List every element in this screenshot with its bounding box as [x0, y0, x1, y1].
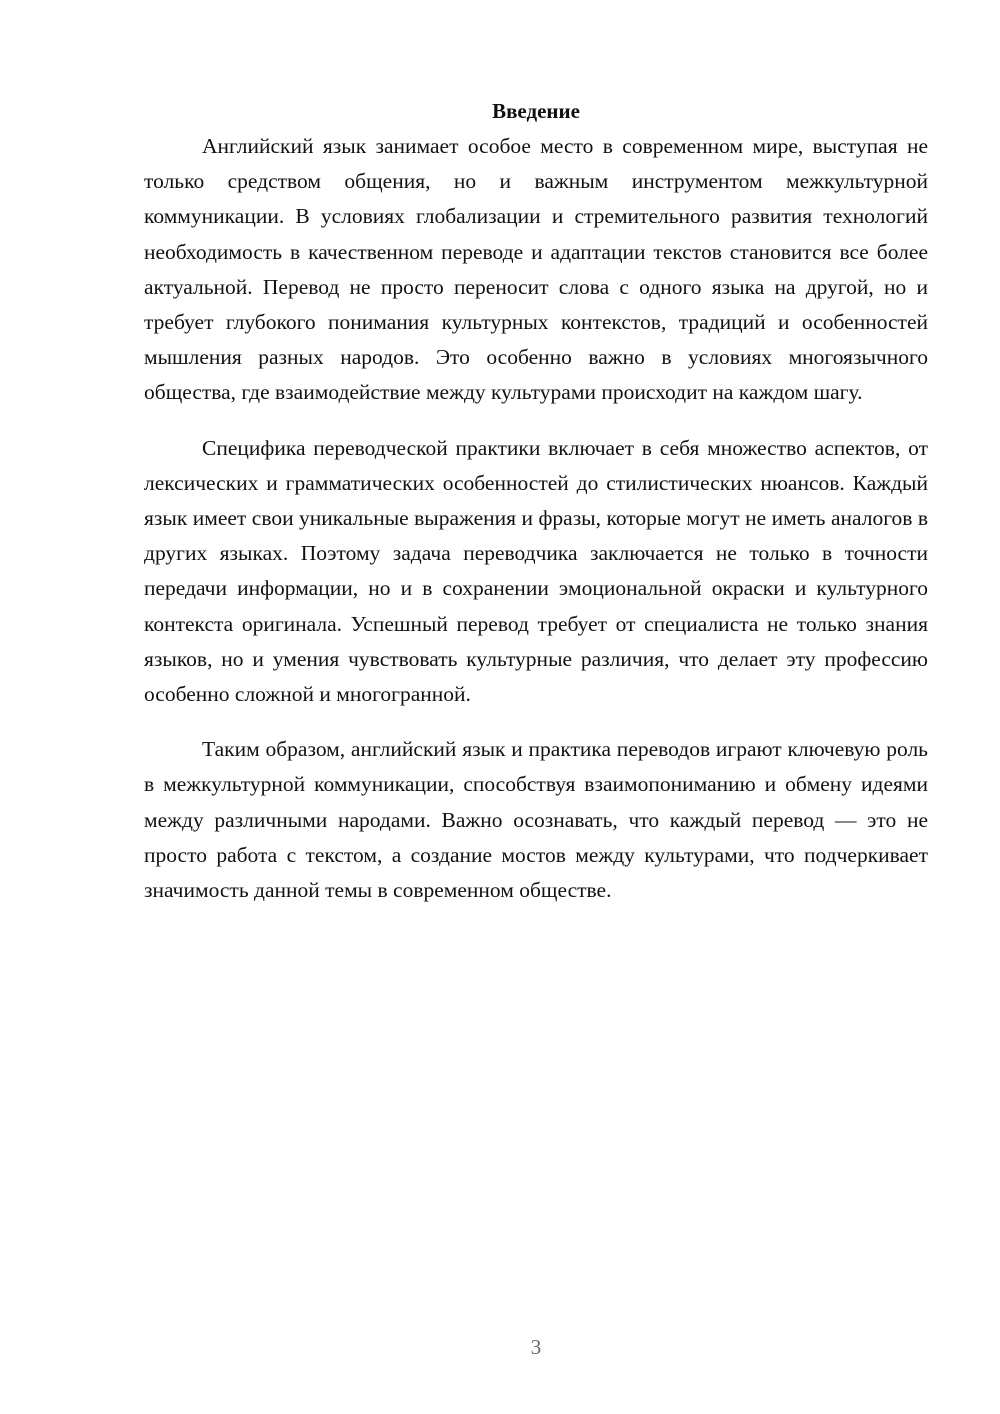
paragraph-3: Таким образом, английский язык и практика переводов играют ключевую роль в межкультурной коммуникации, способствуя взаимопониманию и обмену идеями между различными народами. Важно осознавать, что каждый перевод — это не просто работа с текстом, а создание мостов между культурами, что подчеркивает значимость данной темы в современном обществе. — [144, 737, 928, 903]
paragraph-1: Английский язык занимает особое место в современном мире, выступая не только средством общения, но и важным инструментом межкультурной коммуникации. В условиях глобализации и стремительного развития технологий необходимость в качественном переводе и адаптации текстов становится все более актуальной. Перевод не просто переносит слова с одного языка на другой, но и требует глубокого понимания культурных контекстов, традиций и особенностей мышления разных народов. Это особенно важно в условиях многоязычного общества, где взаимодействие между культурами происходит на каждом шагу. — [144, 134, 928, 405]
page-content — [144, 94, 928, 908]
page-number: 3 — [530, 1335, 542, 1359]
section-title: Введение — [492, 99, 580, 123]
paragraph-2: Специфика переводческой практики включает в себя множество аспектов, от лексических и грамматических особенностей до стилистических нюансов. Каждый язык имеет свои уникальные выражения и фразы, которые могут не иметь аналогов в других языках. Поэтому задача переводчика заключается не только в точности передачи информации, но и в сохранении эмоциональной окраски и культурного контекста оригинала. Успешный перевод требует от специалиста не только знания языков, но и умения чувствовать культурные различия, что делает эту профессию особенно сложной и многогранной. — [144, 435, 928, 707]
